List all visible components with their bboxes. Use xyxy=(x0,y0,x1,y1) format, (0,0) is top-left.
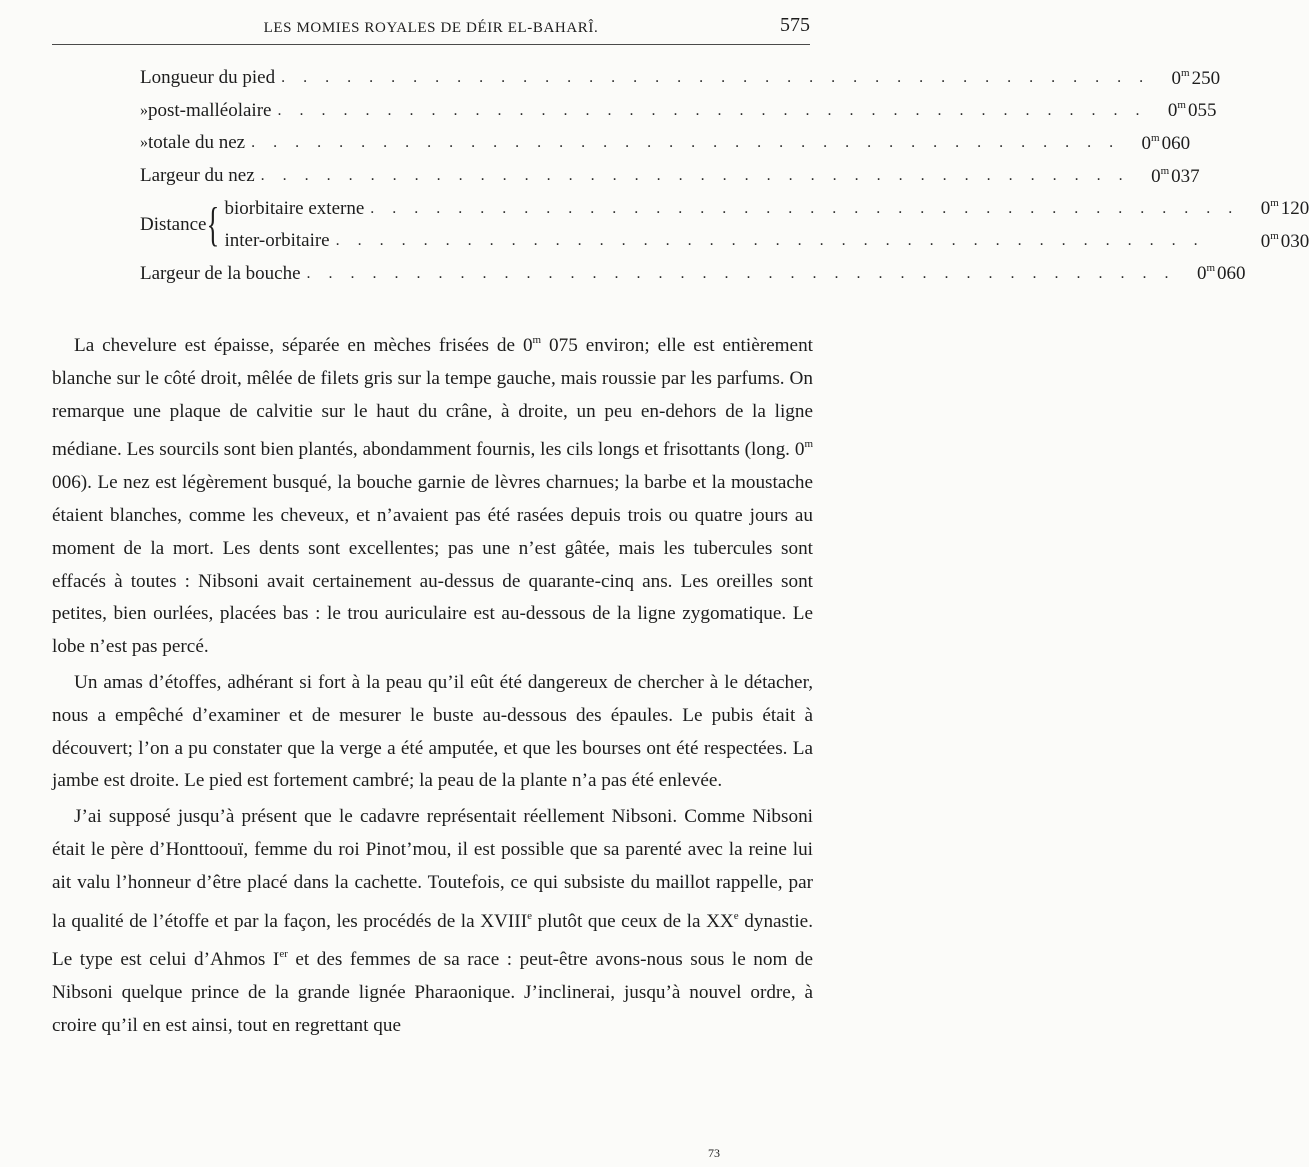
measurement-label: Largeur du nez xyxy=(140,165,261,187)
measurement-row xyxy=(140,95,1217,128)
distance-label: Distance xyxy=(140,213,207,235)
page-number: 575 xyxy=(780,14,810,36)
measurement-label: totale du nez xyxy=(148,132,251,154)
leader-dots: . . . . . . . . . . . . . . . . . . . . . . . . . . . . . . . . . . . . . . . . xyxy=(306,264,1176,282)
measurement-value: 0$^m$ 060 xyxy=(1196,262,1246,285)
measurement-row xyxy=(140,160,1200,193)
paragraph-body-wrappings: Un amas d’étoffes, adhérant si fort à la peau qu’il eût été dangereux de chercher à le détacher, nous a empêché d’examiner et de mesurer le buste au-dessous des épaules. Le pubis était à découvert; l’on a pu constater que la verge a été amputée, et que les bourses ont été respectées. La jambe est droite. Le pied est fortement cambré; la peau de la plante n’a pas été enlevée. xyxy=(52,671,813,792)
measurement-row xyxy=(140,257,1246,290)
measurement-value: 0$^m$ 037 xyxy=(1151,164,1200,187)
measurement-row xyxy=(224,192,1309,225)
measurement-value: 0$^m$ 060 xyxy=(1141,131,1191,154)
measurement-value: 0$^m$ 250 xyxy=(1171,66,1221,89)
page-header xyxy=(52,8,810,45)
measurement-label: Largeur de la bouche xyxy=(140,263,307,285)
ditto-mark: » xyxy=(140,101,148,119)
running-title: LES MOMIES ROYALES DE DÉIR EL-BAHARÎ. xyxy=(263,20,599,36)
measurement-label: post-malléolaire xyxy=(148,100,277,122)
leader-dots: . . . . . . . . . . . . . . . . . . . . . . . . . . . . . . . . . . . . . . . . xyxy=(277,101,1147,119)
measurement-row xyxy=(140,127,1191,160)
body-text xyxy=(52,324,813,1043)
leader-dots: . . . . . . . . . . . . . . . . . . . . . . . . . . . . . . . . . . . . . . . . xyxy=(281,69,1151,87)
measurement-label: inter-orbitaire xyxy=(224,230,335,252)
measurement-label: Longueur du pied xyxy=(140,67,281,89)
leader-dots: . . . . . . . . . . . . . . . . . . . . . . . . . . . . . . . . . . . . . . . . xyxy=(251,134,1121,152)
signature-mark: 73 xyxy=(708,1146,720,1160)
measurement-row xyxy=(224,225,1309,258)
measurement-row xyxy=(140,62,1221,95)
leader-dots: . . . . . . . . . . . . . . . . . . . . . . . . . . . . . . . . . . . . . . . . xyxy=(260,167,1130,185)
ditto-mark: » xyxy=(140,134,148,152)
distance-group xyxy=(140,192,1309,257)
measurement-value: 0$^m$ 030 xyxy=(1260,229,1309,252)
measurement-label: biorbitaire externe xyxy=(224,198,370,220)
measurement-value: 0$^m$ 120 xyxy=(1260,197,1309,220)
measurement-value: 0$^m$ 055 xyxy=(1167,99,1217,122)
paragraph-hair-face: La chevelure est épaisse, séparée en mèches frisées de 0$^m$ 075 environ; elle est entièrement blanche sur le côté droit, mêlée de filets gris sur la tempe gauche, mais roussie par les parfums. On remarque une plaque de calvitie sur le haut du crâne, à droite, un peu en-dehors de la ligne médiane. Les sourcils sont bien plantés, abondamment fournis, les cils longs et frisottants (long. 0$^m$ 006). Le nez est légèrement busqué, la bouche garnie de lèvres charnues; la barbe et la moustache étaient blanches, comme les cheveux, et n’avaient pas été rasées depuis trois ou quatre jours au moment de la mort. Les dents sont excellentes; pas une n’est gâtée, mais les tubercules sont effacés à toutes : Nibsoni avait certainement au-dessus de quarante-cinq ans. Les oreilles sont petites, bien ourlées, placées bas : le trou auriculaire est au-dessous de la ligne zygomatique. Le lobe n’est pas percé. xyxy=(52,334,814,658)
measurement-table xyxy=(140,62,1309,290)
leader-dots: . . . . . . . . . . . . . . . . . . . . . . . . . . . . . . . . . . . . . . . . xyxy=(335,232,1205,250)
paragraph-identity: J’ai supposé jusqu’à présent que le cadavre représentait réellement Nibsoni. Comme Nibsoni était le père d’Honttoouï, femme du roi Pinot’mou, il est possible que sa parenté avec la reine lui ait valu l’honneur d’être placé dans la cachette. Toutefois, ce qui subsiste du maillot rappelle, par la qualité de l’étoffe et par la façon, les procédés de la XVIIIe plutôt que ceux de la XXe dynastie. Le type est celui d’Ahmos Ier et des femmes de sa race : peut-être avons-nous sous le nom de Nibsoni quelque prince de la grande lignée Pharaonique. J’inclinerai, jusqu’à nouvel ordre, à croire qu’il en est ainsi, tout en regrettant que xyxy=(52,806,814,1036)
distance-items xyxy=(224,192,1309,257)
curly-brace-icon: { xyxy=(207,197,220,251)
leader-dots: . . . . . . . . . . . . . . . . . . . . . . . . . . . . . . . . . . . . . . . . xyxy=(370,199,1240,217)
